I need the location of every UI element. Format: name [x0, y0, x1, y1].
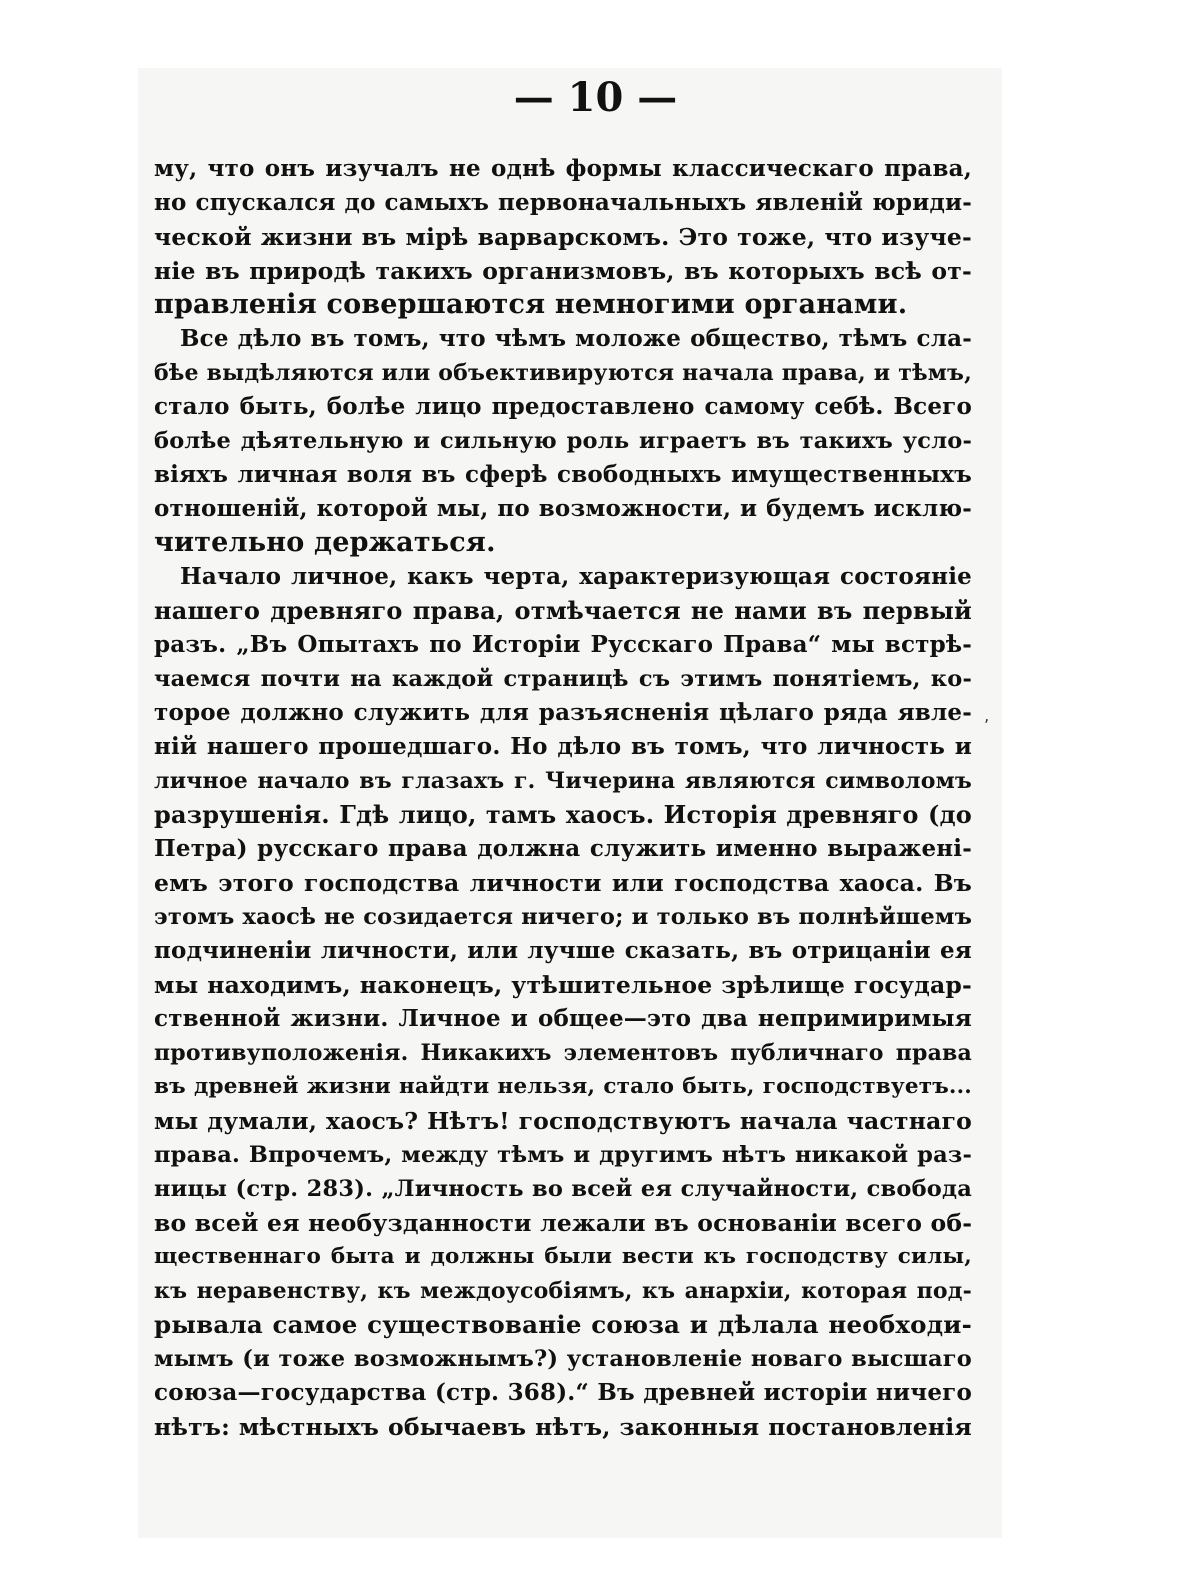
- text-line: щественнаго быта и должны были вести къ господству силы,: [154, 1244, 972, 1269]
- text-line: стало быть, болѣе лицо предоставлено самому себѣ. Всего: [154, 393, 972, 420]
- text-line: подчиненіи личности, или лучше сказать, въ отрицаніи ея: [154, 937, 972, 964]
- text-line: во всей ея необузданности лежали въ основаніи всего об-: [154, 1209, 972, 1237]
- paragraph-start-line: Все дѣло въ томъ, что чѣмъ моложе общество, тѣмъ сла-: [180, 325, 972, 352]
- text-line: нашего древняго права, отмѣчается не нами въ первый: [154, 596, 972, 625]
- text-line: разъ. „Въ Опытахъ по Исторіи Русскаго Права“ мы встрѣ-: [154, 631, 972, 658]
- paragraph-start-line: Начало личное, какъ черта, характеризующая состояніе: [180, 563, 972, 590]
- text-line: Петра) русскаго права должна служить именно выраженi-: [154, 835, 972, 862]
- text-line: мымъ (и тоже возможнымъ?) установленіе новаго высшаго: [154, 1346, 972, 1372]
- text-line: віяхъ личная воля въ сферѣ свободныхъ имущественныхъ: [154, 461, 972, 488]
- text-line: рывала самое существованіе союза и дѣлала необходи-: [154, 1310, 972, 1339]
- text-line: личное начало въ глазахъ г. Чичерина являются символомъ: [154, 768, 972, 794]
- text-line: мы находимъ, наконецъ, утѣшительное зрѣлище государ-: [154, 971, 972, 999]
- text-line: емъ этого господства личности или господства хаоса. Въ: [154, 869, 972, 897]
- text-line: но спускался до самыхъ первоначальныхъ явленій юриди-: [154, 189, 972, 216]
- text-line: чаемся почти на каждой страницѣ съ этимъ понятіемъ, ко-: [154, 666, 972, 692]
- page-number: — 10 —: [513, 74, 678, 121]
- body-text: [154, 152, 972, 1444]
- text-line: къ неравенству, къ междоусобіямъ, къ анархіи, которая под-: [154, 1278, 972, 1304]
- text-line: ній нашего прошедшаго. Но дѣло въ томъ, что личность и: [154, 733, 972, 760]
- text-line: чительно держаться.: [154, 527, 496, 558]
- text-line: противуположенія. Никакихъ элементовъ публичнаго права: [154, 1040, 972, 1066]
- text-line: отношеній, которой мы, по возможности, и будемъ исклю-: [154, 495, 972, 522]
- margin-mark: ‚: [984, 706, 990, 725]
- text-line: въ древней жизни найдти нельзя, стало быть, господствуетъ...: [154, 1074, 972, 1099]
- text-line: этомъ хаосѣ не созидается ничего; и только въ полнѣйшемъ: [154, 904, 972, 930]
- text-line: ницы (стр. 283). „Личность во всей ея случайности, свобода: [154, 1176, 972, 1202]
- text-line: разрушенія. Гдѣ лицо, тамъ хаосъ. Исторія древняго (до: [154, 800, 972, 829]
- text-line: му, что онъ изучалъ не однѣ формы классическаго права,: [154, 155, 972, 182]
- text-line: бѣе выдѣляются или объективируются начала права, и тѣмъ,: [154, 360, 972, 386]
- text-line: правленія совершаются немногими органами.: [154, 289, 908, 320]
- text-line: болѣе дѣятельную и сильную роль играетъ въ такихъ усло-: [154, 428, 972, 454]
- text-line: ственной жизни. Личное и общее—это два непримиримыя: [154, 1005, 972, 1032]
- text-line: права. Впрочемъ, между тѣмъ и другимъ нѣтъ никакой раз-: [154, 1142, 972, 1168]
- text-line: ческой жизни въ мірѣ варварскомъ. Это тоже, что изуче-: [154, 223, 972, 251]
- text-line: союза—государства (стр. 368).“ Въ древней исторіи ничего: [154, 1379, 972, 1406]
- text-line: торое должно служить для разъясненія цѣлаго ряда явле-: [154, 699, 972, 726]
- text-line: мы думали, хаосъ? Нѣтъ! господствуютъ начала частнаго: [154, 1107, 972, 1135]
- text-line: ніе въ природѣ такихъ организмовъ, въ которыхъ всѣ от-: [154, 257, 972, 285]
- text-line: нѣтъ: мѣстныхъ обычаевъ нѣтъ, законныя постановленія: [154, 1413, 972, 1441]
